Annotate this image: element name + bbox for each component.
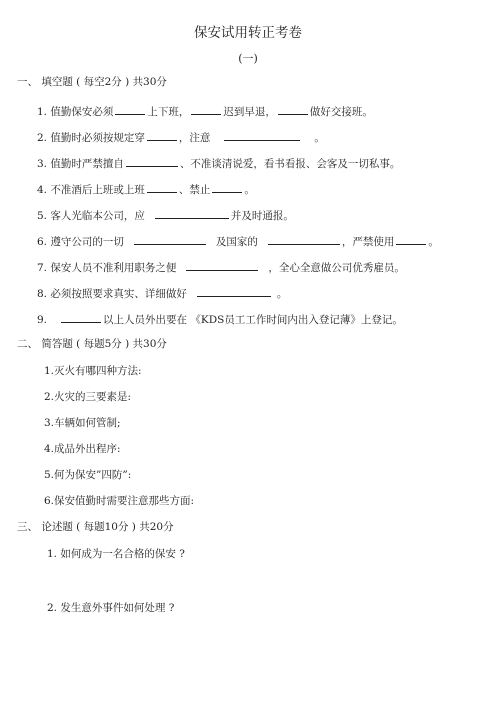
answer-blank[interactable] [147, 181, 177, 193]
answer-blank[interactable] [186, 259, 258, 271]
fill-item-9: 9. 以上人员外出要在 《KDS员工工作时间内出入登记薄》上登记。 [37, 311, 403, 327]
answer-blank[interactable] [126, 155, 178, 167]
answer-blank[interactable] [396, 233, 426, 245]
answer-blank[interactable] [224, 129, 300, 141]
answer-blank[interactable] [197, 285, 271, 297]
short-answer-item: 5.何为保安”四防”: [44, 469, 132, 481]
short-answer-item: 2.火灾的三要素是: [44, 391, 132, 403]
section-1-heading: 一、 填空题 ( 每空2分 ) 共30分 [17, 76, 167, 88]
section-3-heading: 三、 论述题 ( 每题10分 ) 共20分 [17, 521, 174, 533]
fill-item-7: 7. 保安人员不准利用职务之便 ，全心全意做公司优秀雇员。 [37, 259, 405, 275]
exam-subtitle: (一) [238, 52, 258, 65]
answer-blank[interactable] [61, 311, 101, 323]
essay-item: 1. 如何成为一名合格的保安 ? [47, 548, 185, 560]
fill-item-6: 6. 遵守公司的一切 及国家的 ，严禁使用 。 [37, 233, 439, 249]
fill-item-8: 8. 必须按照要求真实、详细做好 。 [37, 285, 287, 301]
answer-blank[interactable] [155, 207, 229, 219]
answer-blank[interactable] [212, 181, 242, 193]
answer-blank[interactable] [268, 233, 340, 245]
section-2-heading: 二、 简答题 ( 每题5分 ) 共30分 [17, 338, 167, 350]
answer-blank[interactable] [134, 233, 206, 245]
answer-blank[interactable] [278, 103, 308, 115]
exam-title: 保安试用转正考卷 [194, 25, 302, 41]
fill-item-1: 1. 值勤保安必须 上下班， 迟到早退， 做好交接班。 [37, 103, 373, 119]
answer-blank[interactable] [147, 129, 177, 141]
short-answer-item: 6.保安值勤时需要注意那些方面: [44, 495, 195, 507]
essay-item: 2. 发生意外事件如何处理 ? [47, 602, 175, 614]
fill-item-4: 4. 不准酒后上班或上班 、禁止 。 [37, 181, 255, 197]
answer-blank[interactable] [115, 103, 145, 115]
short-answer-item: 4.成品外出程序: [44, 443, 121, 455]
fill-item-5: 5. 客人光临本公司，应 并及时通报。 [37, 207, 294, 223]
answer-blank[interactable] [191, 103, 221, 115]
short-answer-item: 1.灭火有哪四种方法: [44, 365, 142, 377]
short-answer-item: 3.车辆如何管制; [44, 417, 121, 429]
fill-item-3: 3. 值勤时严禁擅自 、不准谈清说爱，看书看报、会客及一切私事。 [37, 155, 400, 171]
fill-item-2: 2. 值勤时必须按规定穿 ，注意 。 [37, 129, 325, 145]
